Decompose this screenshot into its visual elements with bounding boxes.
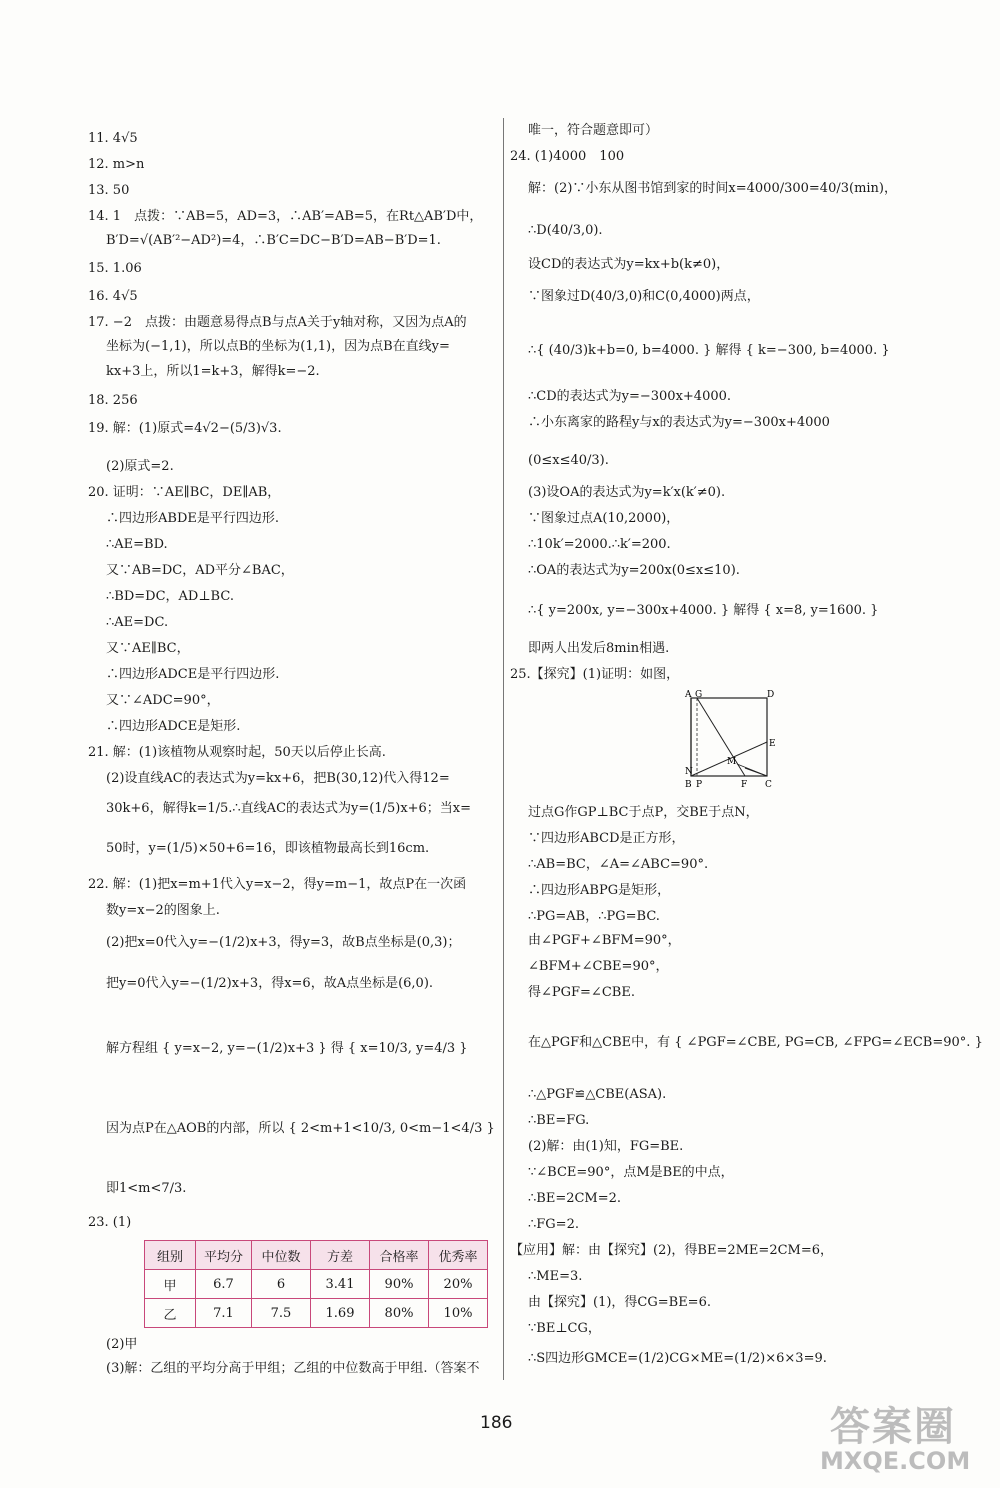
answer-line: 【应用】解：由【探究】(2)，得BE=2ME=2CM=6， [510, 1243, 834, 1258]
answer-line: ∴S四边形GMCE=(1/2)CG×ME=(1/2)×6×3=9. [528, 1351, 827, 1366]
answer-line: ∴FG=2. [528, 1217, 579, 1232]
figure-label: A [685, 690, 692, 700]
table-header-cell: 平均分 [196, 1241, 252, 1270]
answer-line: 数y=x−2的图象上. [106, 903, 220, 918]
figure-label: P [696, 780, 703, 790]
answer-line: 由∠PGF+∠BFM=90°， [528, 933, 681, 948]
answer-line: ∴四边形ABDE是平行四边形. [106, 511, 279, 526]
answer-line: 得∠PGF=∠CBE. [528, 985, 635, 1000]
figure-label: M [727, 757, 737, 767]
answer-line: 12. m>n [88, 157, 145, 172]
answer-line: 在△PGF和△CBE中，有 { ∠PGF=∠CBE, PG=CB, ∠FPG=∠ECB=90°. } [528, 1035, 983, 1050]
answer-line: ∴AE=BD. [106, 537, 168, 552]
page-number: 186 [480, 1413, 513, 1433]
answer-line: ∴BE=FG. [528, 1113, 590, 1128]
answer-line: 设CD的表达式为y=kx+b(k≠0)， [528, 257, 730, 272]
answer-line: ∵图象过D(40/3,0)和C(0,4000)两点， [528, 289, 760, 304]
answer-line: B′D=√(AB′²−AD²)=4，∴B′C=DC−B′D=AB−B′D=1. [106, 233, 441, 248]
answer-line: ∴OA的表达式为y=200x(0≤x≤10). [528, 563, 740, 578]
table-cell: 7.1 [196, 1299, 252, 1328]
answer-line: ∵∠BCE=90°，点M是BE的中点， [528, 1165, 734, 1180]
answer-line: ∴四边形ADCE是矩形. [106, 719, 241, 734]
answer-line: 又∵AE∥BC， [106, 641, 190, 656]
answer-line: ∴AE=DC. [106, 615, 169, 630]
answer-line: ∵图象过点A(10,2000)， [528, 511, 680, 526]
answer-line: 解：(2)∵小东从图书馆到家的时间x=4000/300=40/3(min)， [528, 181, 898, 196]
table-header-cell: 方差 [311, 1241, 370, 1270]
answer-line: kx+3上，所以1=k+3，解得k=−2. [106, 364, 320, 379]
answer-line: ∴PG=AB，∴PG=BC. [528, 909, 660, 924]
table-cell: 20% [429, 1270, 488, 1299]
answer-line: ∴△PGF≌△CBE(ASA). [528, 1087, 667, 1102]
watermark [820, 1395, 990, 1480]
answer-line: 15. 1.06 [88, 261, 142, 276]
answer-line: ∴10k′=2000.∴k′=200. [528, 537, 671, 552]
figure-label: D [767, 690, 775, 700]
answer-line: ∴四边形ADCE是平行四边形. [106, 667, 280, 682]
figure-label: N [685, 767, 693, 777]
answer-line: ∵四边形ABCD是正方形， [528, 831, 685, 846]
table-cell: 甲 [145, 1270, 196, 1299]
figure-label: C [765, 780, 772, 790]
answer-line: 14. 1 点拨：∵AB=5，AD=3，∴AB′=AB=5，在Rt△AB′D中， [88, 209, 483, 224]
table-cell: 6.7 [196, 1270, 252, 1299]
answer-line: (2)设直线AC的表达式为y=kx+6，把B(30,12)代入得12= [106, 771, 450, 786]
table-cell: 3.41 [311, 1270, 370, 1299]
table-cell: 7.5 [252, 1299, 311, 1328]
watermark-url: MXQE.COM [820, 1447, 971, 1475]
answer-line: 因为点P在△AOB的内部，所以 { 2<m+1<10/3, 0<m−1<4/3 } [106, 1121, 495, 1136]
answer-line: ∠BFM+∠CBE=90°， [528, 959, 669, 974]
figure-label: G [695, 690, 703, 700]
answer-line: 又∵∠ADC=90°， [106, 693, 220, 708]
answer-line: 即1<m<7/3. [106, 1181, 187, 1196]
answer-line: ∴小东离家的路程y与x的表达式为y=−300x+4000 [528, 415, 830, 430]
figure-label: B [685, 780, 692, 790]
answer-line: ∴AB=BC，∠A=∠ABC=90°. [528, 857, 709, 872]
answer-line: (2)把x=0代入y=−(1/2)x+3，得y=3，故B点坐标是(0,3)； [106, 935, 461, 950]
answer-line: (2)甲 [106, 1337, 138, 1352]
figure-label: F [741, 780, 748, 790]
answer-line: (2)原式=2. [106, 459, 174, 474]
table-row [145, 1299, 488, 1328]
table-cell: 6 [252, 1270, 311, 1299]
table-header-cell: 中位数 [252, 1241, 311, 1270]
table-header-cell: 合格率 [370, 1241, 429, 1270]
answer-line: ∴{ y=200x, y=−300x+4000. } 解得 { x=8, y=1600. } [528, 603, 879, 618]
answer-line: 20. 证明：∵AE∥BC，DE∥AB， [88, 485, 281, 500]
answer-line: (3)解：乙组的平均分高于甲组；乙组的中位数高于甲组.（答案不 [106, 1361, 480, 1376]
answer-line: ∵BE⊥CG， [528, 1321, 601, 1336]
answer-line: ∴{ (40/3)k+b=0, b=4000. } 解得 { k=−300, b=4000. } [528, 343, 890, 358]
table-row [145, 1270, 488, 1299]
answer-line: (0≤x≤40/3). [528, 453, 609, 468]
answer-line: 即两人出发后8min相遇. [528, 641, 670, 656]
answer-line: 50时，y=(1/5)×50+6=16，即该植物最高长到16cm. [106, 841, 430, 856]
stats-table [144, 1240, 488, 1328]
answer-line: 解方程组 { y=x−2, y=−(1/2)x+3 } 得 { x=10/3, y=4/3 } [106, 1041, 468, 1056]
answer-line: 17. −2 点拨：由题意易得点B与点A关于y轴对称，又因为点A的 [88, 315, 467, 330]
answer-line: 16. 4√5 [88, 289, 138, 304]
answer-line: (3)设OA的表达式为y=k′x(k′≠0). [528, 485, 726, 500]
answer-line: ∴BD=DC，AD⊥BC. [106, 589, 234, 604]
figure-label: E [769, 739, 776, 749]
answer-line: 13. 50 [88, 183, 130, 198]
column-divider [503, 118, 504, 1380]
answer-line: 唯一，符合题意即可） [528, 123, 659, 138]
answer-line: 30k+6，解得k=1/5.∴直线AC的表达式为y=(1/5)x+6；当x= [106, 801, 472, 816]
answer-line: ∴CD的表达式为y=−300x+4000. [528, 389, 732, 404]
answer-line: 11. 4√5 [88, 131, 138, 146]
watermark-title: 答案圈 [830, 1404, 956, 1450]
answer-line: ∴四边形ABPG是矩形， [528, 883, 671, 898]
answer-line: 22. 解：(1)把x=m+1代入y=x−2，得y=m−1，故点P在一次函 [88, 877, 467, 892]
table-header-cell: 优秀率 [429, 1241, 488, 1270]
answer-line: 19. 解：(1)原式=4√2−(5/3)√3. [88, 421, 282, 436]
table-header-row [145, 1241, 488, 1270]
answer-line: 由【探究】(1)，得CG=BE=6. [528, 1295, 711, 1310]
table-cell: 乙 [145, 1299, 196, 1328]
answer-line: 23. (1) [88, 1215, 132, 1230]
answer-line: ∴BE=2CM=2. [528, 1191, 622, 1206]
table-cell: 80% [370, 1299, 429, 1328]
table-cell: 1.69 [311, 1299, 370, 1328]
answer-line: 21. 解：(1)该植物从观察时起，50天以后停止长高. [88, 745, 386, 760]
answer-line: 过点G作GP⊥BC于点P，交BE于点N， [528, 805, 759, 820]
answer-line: (2)解：由(1)知，FG=BE. [528, 1139, 684, 1154]
answer-line: 24. (1)4000 100 [510, 149, 625, 164]
table-cell: 10% [429, 1299, 488, 1328]
answer-line: 18. 256 [88, 393, 138, 408]
answer-line: ∴ME=3. [528, 1269, 583, 1284]
answer-line: 又∵AB=DC，AD平分∠BAC， [106, 563, 294, 578]
answer-line: 25.【探究】(1)证明：如图， [510, 667, 680, 682]
table-header-cell: 组别 [145, 1241, 196, 1270]
square-geometry-figure [683, 688, 783, 796]
answer-line: 坐标为(−1,1)，所以点B的坐标为(1,1)，因为点B在直线y= [106, 339, 450, 354]
table-cell: 90% [370, 1270, 429, 1299]
answer-line: ∴D(40/3,0). [528, 223, 603, 238]
answer-line: 把y=0代入y=−(1/2)x+3，得x=6，故A点坐标是(6,0). [106, 976, 434, 991]
